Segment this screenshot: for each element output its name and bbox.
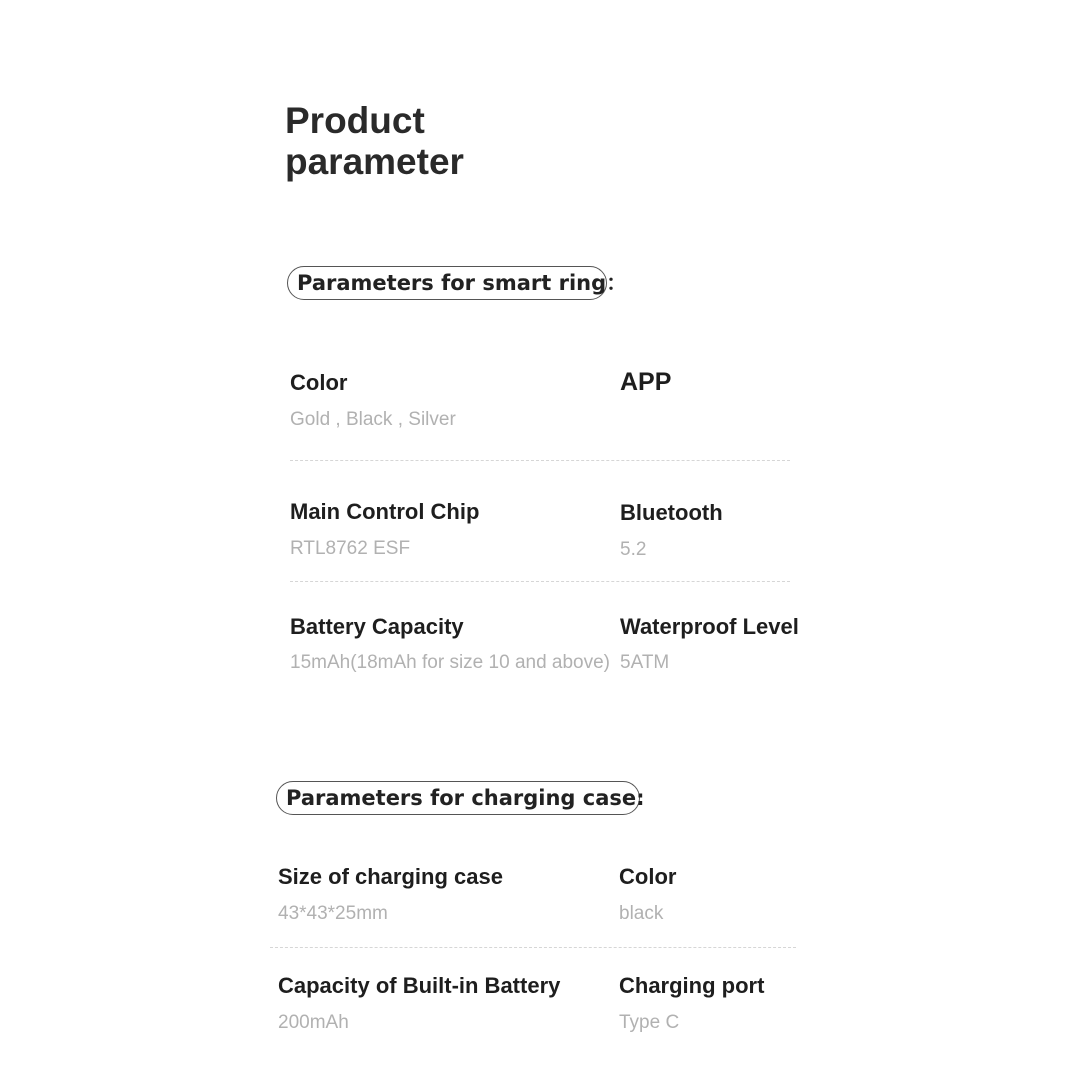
page-title: Product parameter: [285, 100, 464, 182]
ring-waterproof-value: 5ATM: [620, 652, 670, 673]
case-port-value: Type C: [619, 1012, 680, 1033]
ring-section-heading: Parameters for smart ring：: [287, 266, 607, 300]
case-size-label: Size of charging case: [278, 864, 503, 889]
case-color-label: Color: [619, 864, 677, 889]
divider: [290, 581, 790, 582]
case-size-value: 43*43*25mm: [278, 903, 388, 924]
ring-color-value: Gold , Black , Silver: [290, 409, 456, 430]
ring-waterproof-label: Waterproof Level: [620, 614, 799, 639]
ring-bluetooth-value: 5.2: [620, 539, 647, 560]
ring-battery-value: 15mAh(18mAh for size 10 and above): [290, 652, 611, 673]
case-battery-value: 200mAh: [278, 1012, 349, 1033]
divider: [290, 460, 790, 461]
ring-chip-label: Main Control Chip: [290, 499, 480, 524]
case-color-value: black: [619, 903, 664, 924]
case-section-heading: Parameters for charging case:: [276, 781, 640, 815]
case-port-label: Charging port: [619, 973, 765, 998]
ring-color-label: Color: [290, 370, 348, 395]
case-battery-label: Capacity of Built-in Battery: [278, 973, 561, 998]
ring-chip-value: RTL8762 ESF: [290, 538, 411, 559]
ring-app-label: APP: [620, 368, 672, 396]
ring-bluetooth-label: Bluetooth: [620, 500, 723, 525]
divider: [270, 947, 796, 948]
ring-battery-label: Battery Capacity: [290, 614, 464, 639]
